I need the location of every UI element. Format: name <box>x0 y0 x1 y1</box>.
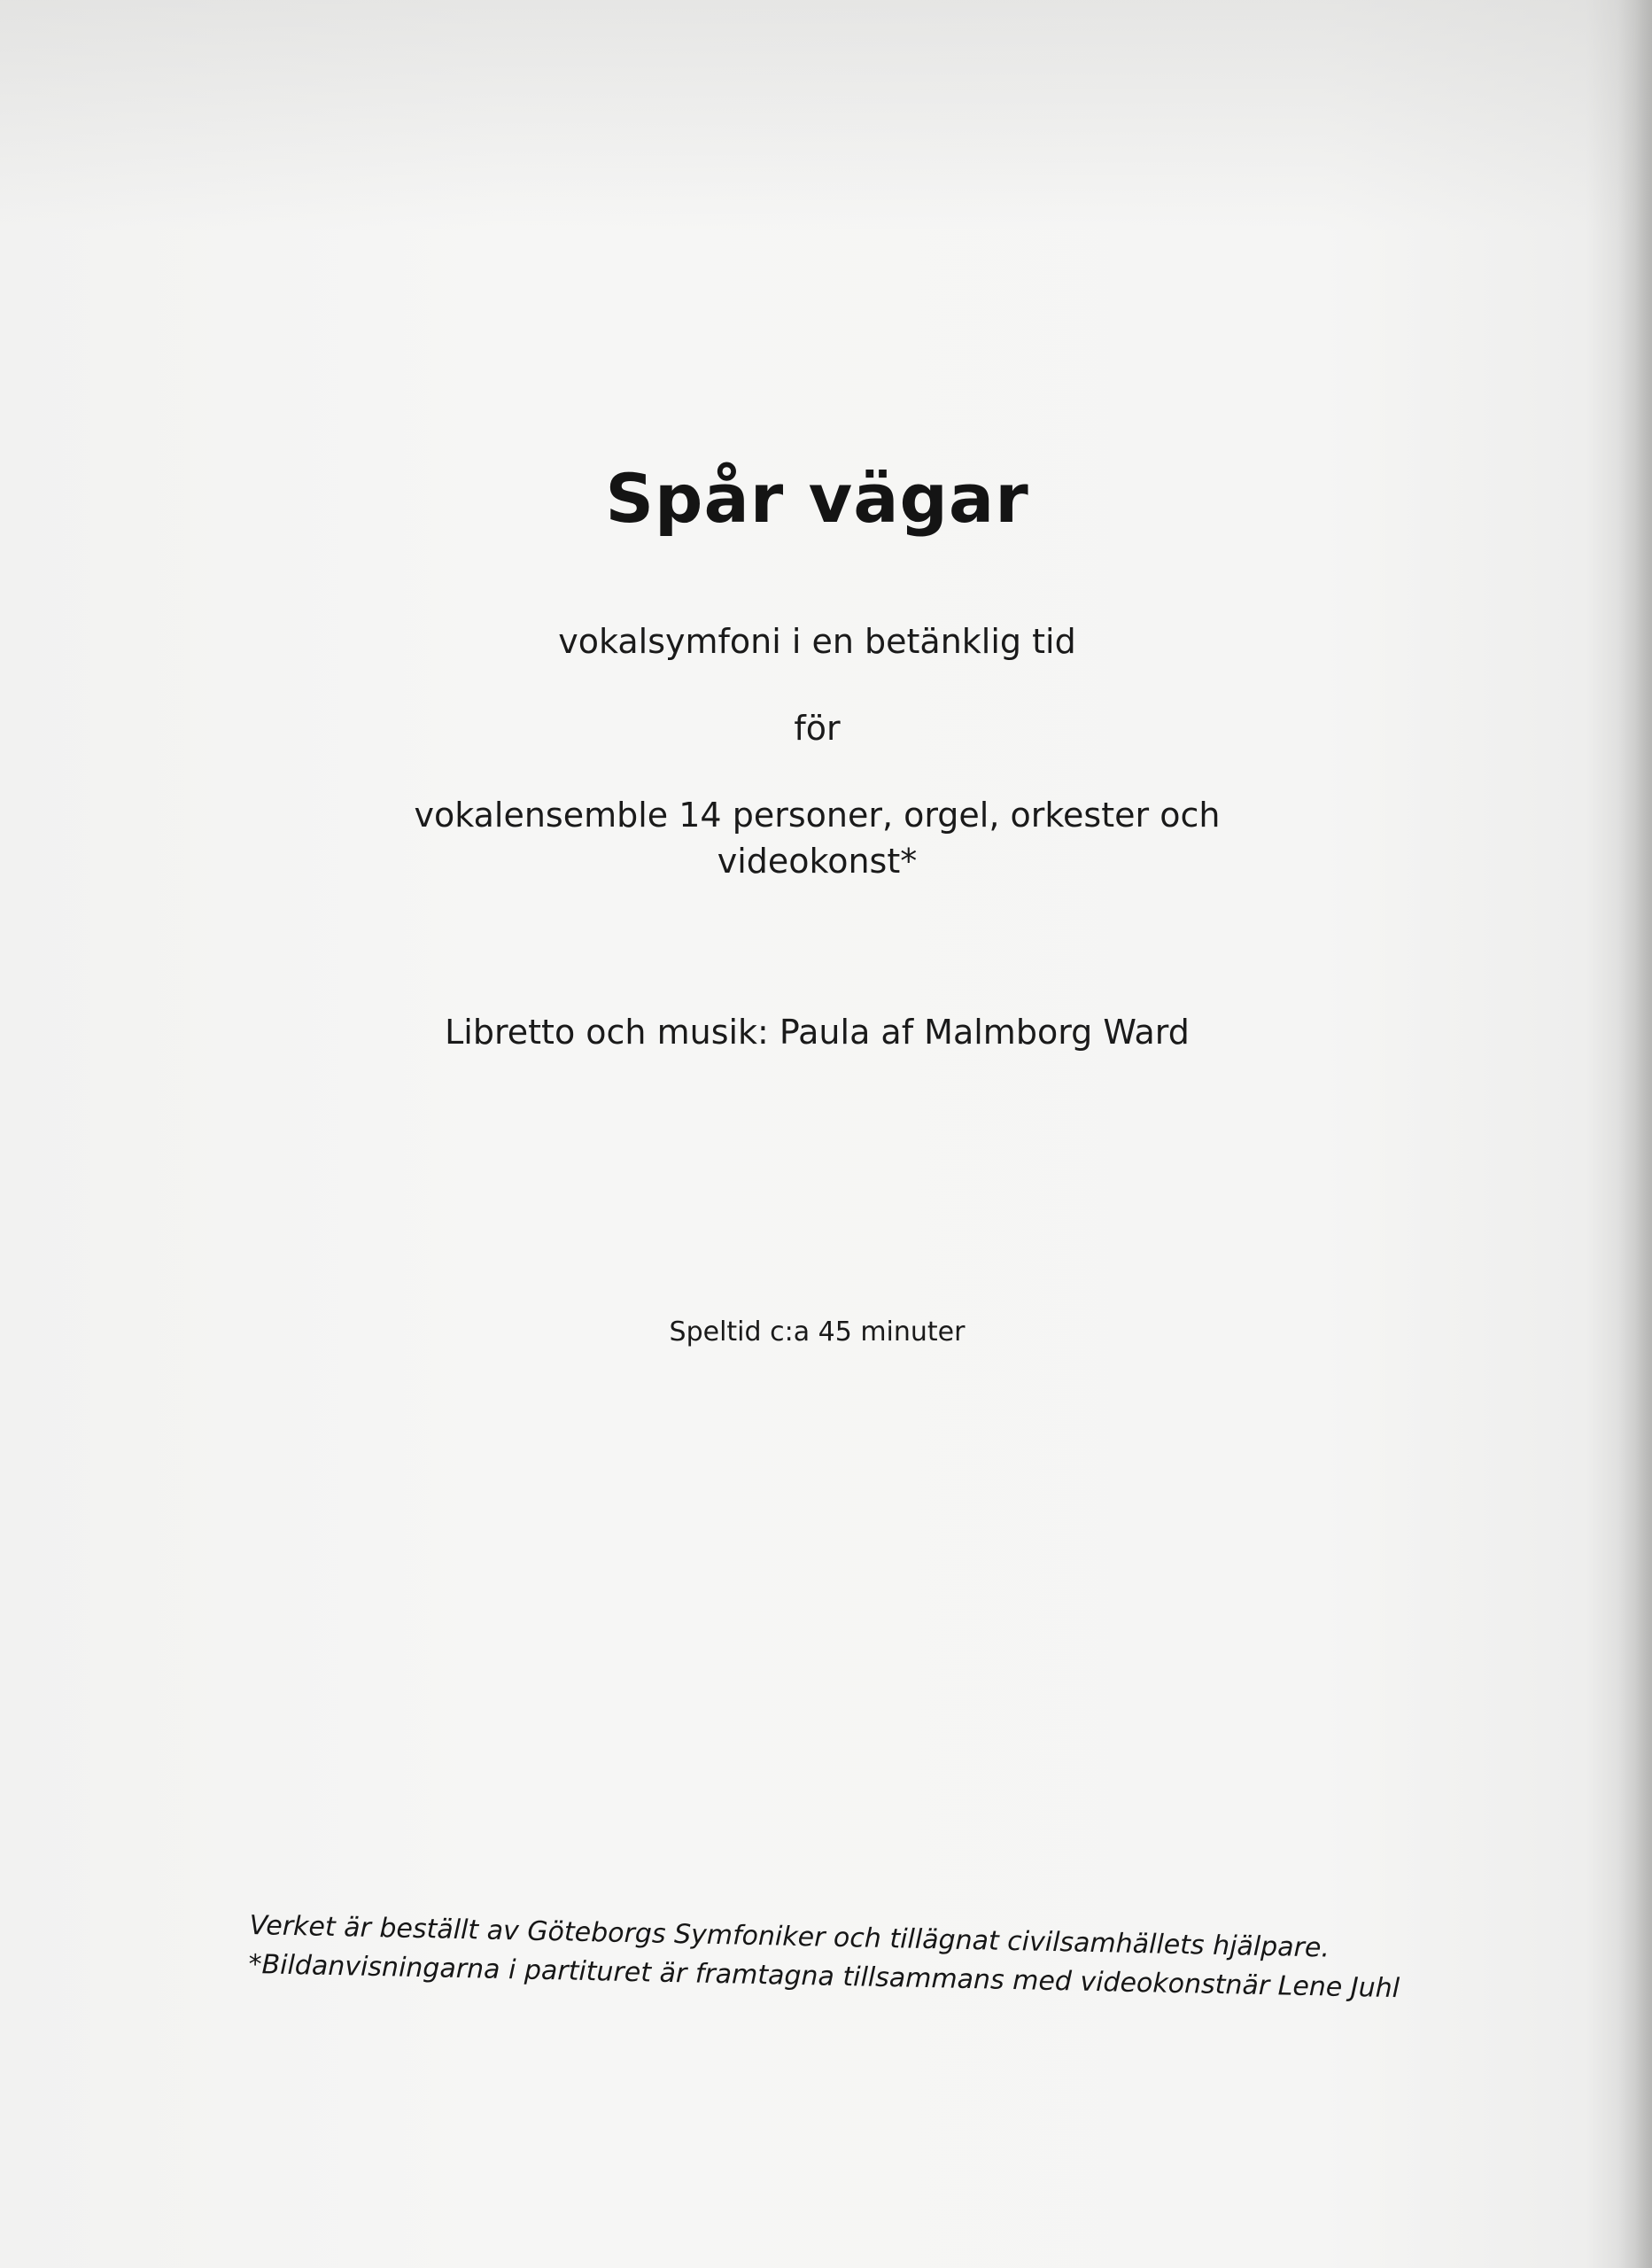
page-title: Spår vägar <box>605 459 1029 538</box>
instrumentation-line-2: videokonst* <box>717 842 918 881</box>
commission-note: Verket är beställt av Göteborgs Symfoniker och tillägnat civilsamhällets hjälpare. <box>249 1909 1330 1964</box>
video-note: *Bildanvisningarna i partituret är framtagna tillsammans med videokonstnär Lene Juhl <box>248 1948 1400 2005</box>
duration-note: Speltid c:a 45 minuter <box>669 1317 966 1348</box>
subtitle: vokalsymfoni i en betänklig tid <box>558 622 1076 661</box>
instrumentation <box>0 792 1634 884</box>
paper-shadow-top <box>0 0 1652 230</box>
libretto-music-credit: Libretto och musik: Paula af Malmborg Ward <box>445 1013 1190 1052</box>
for-line: för <box>794 709 841 748</box>
instrumentation-line-1: vokalensemble 14 personer, orgel, orkester och <box>414 796 1221 835</box>
paper-shadow-right <box>1618 0 1652 2268</box>
footnotes <box>248 1907 1454 2009</box>
